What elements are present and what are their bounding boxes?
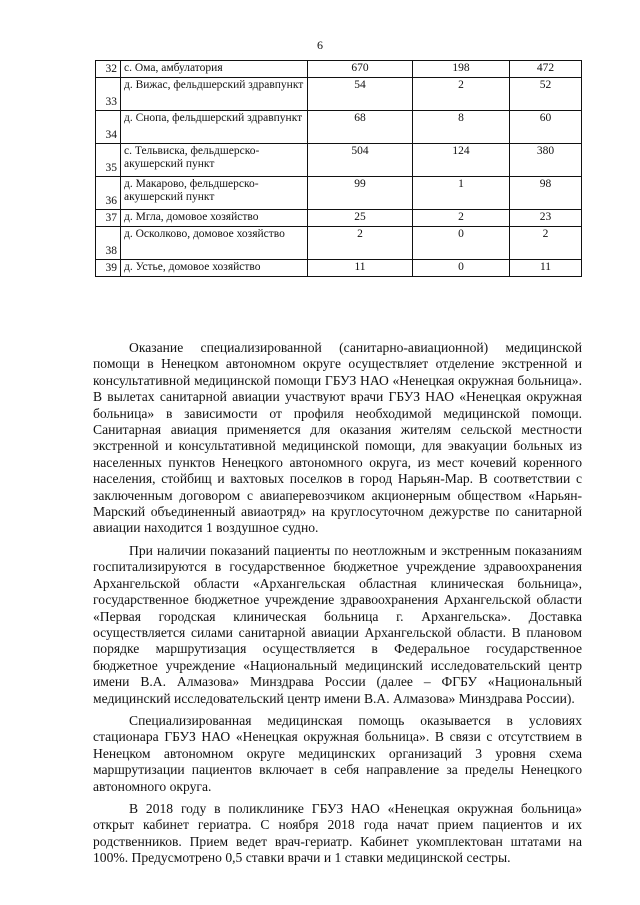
facility-name-cell: д. Вижас, фельдшерский здравпункт [121,78,308,111]
row-number-cell: 37 [96,210,121,227]
row-number-cell: 32 [96,61,121,78]
table-row [96,144,582,177]
facilities-table [95,60,582,277]
value-cell-3: 380 [510,144,582,177]
table-row [96,260,582,277]
value-cell-2: 8 [413,111,510,144]
value-cell-1: 25 [308,210,413,227]
facility-name-cell: д. Устье, домовое хозяйство [121,260,308,277]
table-row [96,111,582,144]
value-cell-3: 52 [510,78,582,111]
value-cell-3: 472 [510,61,582,78]
paragraph-specialized-care: Специализированная медицинская помощь оказывается в условиях стационара ГБУЗ НАО «Ненецкая окружная больница». В связи с отсутствием в Ненецком автономном округе медицинских организаций 3 уровня схема маршрутизации пациентов включает в себя направление за пределы Ненецкого автономного округа. [93,712,582,794]
body-text [93,340,582,873]
facilities-table-body [96,61,582,277]
table-row [96,210,582,227]
value-cell-3: 98 [510,177,582,210]
facility-name-cell: с. Ома, амбулатория [121,61,308,78]
facility-name-cell: с. Тельвиска, фельдшерско-акушерский пункт [121,144,308,177]
value-cell-3: 2 [510,227,582,260]
value-cell-1: 670 [308,61,413,78]
value-cell-2: 124 [413,144,510,177]
row-number-cell: 39 [96,260,121,277]
table-row [96,78,582,111]
table-row [96,227,582,260]
value-cell-2: 1 [413,177,510,210]
facility-name-cell: д. Мгла, домовое хозяйство [121,210,308,227]
row-number-cell: 36 [96,177,121,210]
row-number-cell: 34 [96,111,121,144]
value-cell-3: 60 [510,111,582,144]
value-cell-2: 2 [413,78,510,111]
facility-name-cell: д. Макарово, фельдшерско-акушерский пункт [121,177,308,210]
value-cell-1: 99 [308,177,413,210]
table-row [96,177,582,210]
value-cell-2: 0 [413,227,510,260]
value-cell-3: 11 [510,260,582,277]
row-number-cell: 38 [96,227,121,260]
paragraph-hospitalization: При наличии показаний пациенты по неотложным и экстренным показаниям госпитализируются в государственное бюджетное учреждение здравоохранения Архангельской области «Архангельская областная клиническая больница», государственное бюджетное учреждение здравоохранения Архангельской области «Первая городская клиническая больница г. Архангельска». Доставка осуществляется силами санитарной авиации Архангельской области. В плановом порядке маршрутизация осуществляется в Федеральное государственное бюджетное учреждение «Национальный медицинский исследовательский центр имени В.А. Алмазова» Минздрава России (далее – ФГБУ «Национальный медицинский исследовательский центр имени В.А. Алмазова» Минздрава России). [93,542,582,706]
value-cell-1: 11 [308,260,413,277]
value-cell-2: 2 [413,210,510,227]
value-cell-2: 0 [413,260,510,277]
page-number: 6 [317,38,323,52]
paragraph-sanaviation: Оказание специализированной (санитарно-авиационной) медицинской помощи в Ненецком автономном округе осуществляет отделение экстренной и консультативной медицинской помощи ГБУЗ НАО «Ненецкая окружная больница». В вылетах санитарной авиации участвуют врачи ГБУЗ НАО «Ненецкая окружная больница» в зависимости от профиля необходимой медицинской помощи. Санитарная авиация применяется для оказания жителям сельской местности экстренной и консультативной медицинской помощи, для эвакуации больных из населенных пунктов Ненецкого автономного округа, из мест кочевий коренного населения, стойбищ и вахтовых поселков в город Нарьян-Мар. В соответствии с заключенным договором с авиаперевозчиком акционерным обществом «Нарьян-Марский объединенный авиаотряд» на круглосуточном дежурстве по санитарной авиации находится 1 воздушное судно. [93,340,582,536]
paragraph-geriatrics: В 2018 году в поликлинике ГБУЗ НАО «Ненецкая окружная больница» открыт кабинет гериатра. С ноября 2018 года начат прием пациентов и их родственников. Прием ведет врач-гериатр. Кабинет укомплектован штатами на 100%. Предусмотрено 0,5 ставки врачи и 1 ставки медицинской сестры. [93,800,582,866]
value-cell-1: 68 [308,111,413,144]
facility-name-cell: д. Снопа, фельдшерский здравпункт [121,111,308,144]
row-number-cell: 35 [96,144,121,177]
facility-name-cell: д. Осколково, домовое хозяйство [121,227,308,260]
row-number-cell: 33 [96,78,121,111]
value-cell-3: 23 [510,210,582,227]
table-row [96,61,582,78]
value-cell-2: 198 [413,61,510,78]
value-cell-1: 2 [308,227,413,260]
value-cell-1: 504 [308,144,413,177]
value-cell-1: 54 [308,78,413,111]
